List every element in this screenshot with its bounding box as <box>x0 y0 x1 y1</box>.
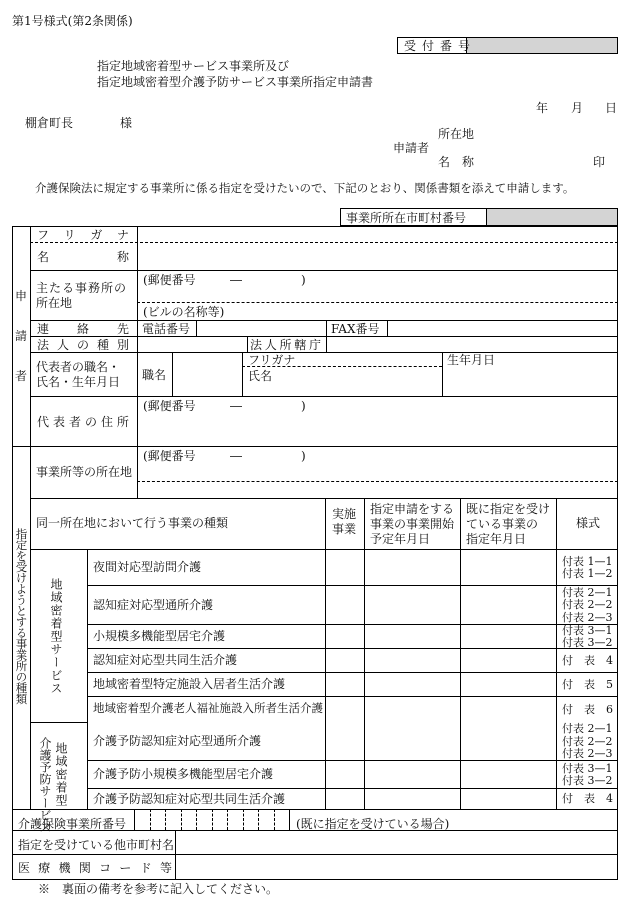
medical-code-label: 医 療 機 関 コ ー ド 等 <box>18 861 172 875</box>
service-form-ref: 付 表 4 <box>562 792 613 806</box>
service-form-ref: 付表 3—1 <box>562 623 613 637</box>
service-existing-date-field[interactable] <box>461 673 555 696</box>
service-form-ref: 付表 2—3 <box>562 747 613 761</box>
service-form-ref: 付表 2—1 <box>562 722 613 736</box>
footnote: ※ 裏面の備考を参考に記入してください。 <box>38 882 279 896</box>
service-impl-field[interactable] <box>326 550 363 585</box>
addressee-name: 棚倉町長 <box>25 116 74 130</box>
furigana-field[interactable] <box>138 227 617 242</box>
name-label: 名 称 <box>37 250 129 264</box>
service-start-date-field[interactable] <box>365 625 459 648</box>
medical-code-field[interactable] <box>176 855 617 879</box>
date-day: 日 <box>605 101 618 115</box>
applicant-name-label: 名 称 <box>438 155 475 169</box>
applicant-address-label: 所在地 <box>438 127 475 141</box>
service-form-ref: 付表 3—2 <box>562 636 613 649</box>
title-line-1: 指定地域密着型サービス事業所及び <box>97 59 290 73</box>
service-existing-date-field[interactable] <box>461 550 555 585</box>
service-form-ref: 付表 1—1 <box>562 554 613 568</box>
service-impl-field[interactable] <box>326 673 363 696</box>
col-existing-1: 既に指定を受け <box>466 502 551 516</box>
other-city-field[interactable] <box>176 831 617 853</box>
col-existing-3: 指定年月日 <box>466 532 527 546</box>
ins-number-digit[interactable] <box>228 810 242 829</box>
ins-number-digit[interactable] <box>135 810 149 829</box>
receipt-number-label: 受付番号 <box>404 39 477 53</box>
rep-name-label: 氏名 <box>248 369 273 383</box>
intro-text: 介護保険法に規定する事業所に係る指定を受けたいので、下記のとおり、関係書類を添えて申請します。 <box>35 181 575 195</box>
service-form-ref: 付表 3—1 <box>562 761 613 775</box>
service-form-ref: 付表 2—2 <box>562 734 613 748</box>
site-postal-close: ) <box>301 449 306 463</box>
section-designation-label: 指定を受けようとする事業所の種類 <box>14 528 29 704</box>
col-start-3: 予定年月日 <box>370 532 431 546</box>
col-service-type: 同一所在地において行う事業の種類 <box>36 516 229 530</box>
office-postal-open: (郵便番号 <box>143 273 196 287</box>
corp-office-label: 法 人 所 轄 庁 <box>250 338 321 352</box>
group-community-service: 地域密着型サービス <box>49 578 63 695</box>
service-form-ref: 付表 1—2 <box>562 567 613 580</box>
service-name: 小規模多機能型居宅介護 <box>93 629 226 643</box>
corp-office-field[interactable] <box>327 337 617 351</box>
other-city-label: 指定を受けている他市町村名 <box>18 838 175 852</box>
corp-type-field[interactable] <box>138 337 246 351</box>
col-existing-2: ている事業の <box>466 517 539 531</box>
service-start-date-field[interactable] <box>365 649 459 672</box>
date-month: 月 <box>571 101 584 115</box>
office-address-label: 事業所等の所在地 <box>36 465 133 479</box>
receipt-number-field[interactable] <box>467 38 617 53</box>
rep-dob-label: 生年月日 <box>447 353 496 367</box>
service-impl-field[interactable] <box>326 723 363 760</box>
service-name: 地域密着型特定施設入居者生活介護 <box>93 677 286 691</box>
service-impl-field[interactable] <box>326 789 363 809</box>
fax-label: FAX番号 <box>331 322 380 336</box>
col-start-1: 指定申請をする <box>370 502 455 516</box>
ins-number-digit[interactable] <box>213 810 227 829</box>
corp-type-label: 法 人 の 種 別 <box>37 338 129 352</box>
service-impl-field[interactable] <box>326 625 363 648</box>
service-start-date-field[interactable] <box>365 550 459 585</box>
service-form-ref: 付表 3—2 <box>562 774 613 787</box>
ins-number-digit[interactable] <box>259 810 273 829</box>
ins-number-digit[interactable] <box>182 810 196 829</box>
contact-label: 連 絡 先 <box>37 322 129 336</box>
service-start-date-field[interactable] <box>365 586 459 624</box>
service-start-date-field[interactable] <box>365 761 459 788</box>
site-postal-dash: ― <box>230 449 242 463</box>
service-existing-date-field[interactable] <box>461 761 555 788</box>
service-form-ref: 付表 2—2 <box>562 598 613 612</box>
service-start-date-field[interactable] <box>365 697 459 722</box>
ins-number-digit[interactable] <box>197 810 211 829</box>
rep-address-field[interactable] <box>138 414 617 444</box>
service-form-ref: 付 表 6 <box>562 702 613 716</box>
group-community-a: 地域密着型 <box>54 742 68 807</box>
date-year: 年 <box>536 101 549 115</box>
service-existing-date-field[interactable] <box>461 586 555 624</box>
service-name: 認知症対応型共同生活介護 <box>93 653 238 667</box>
municipality-number-label: 事業所所在市町村番号 <box>346 211 467 225</box>
ins-number-digit[interactable] <box>244 810 258 829</box>
furigana-label: フ リ ガ ナ <box>37 228 129 242</box>
main-office-label-1: 主たる事務所の <box>36 281 128 295</box>
service-name: 地域密着型介護老人福祉施設入所者生活介護 <box>93 701 323 715</box>
applicant-label: 申請者 <box>393 141 430 155</box>
service-start-date-field[interactable] <box>365 723 459 760</box>
service-name: 介護予防認知症対応型通所介護 <box>93 734 262 748</box>
service-existing-date-field[interactable] <box>461 649 555 672</box>
addressee-honorific: 様 <box>120 116 133 130</box>
site-postal-open: (郵便番号 <box>143 449 196 463</box>
office-postal-close: ) <box>301 273 306 287</box>
service-impl-field[interactable] <box>326 761 363 788</box>
service-impl-field[interactable] <box>326 586 363 624</box>
ins-number-label: 介護保険事業所番号 <box>18 817 127 831</box>
col-style: 様式 <box>576 516 601 530</box>
rep-label-2: 氏名・生年月日 <box>36 375 121 389</box>
service-form-ref: 付表 2—1 <box>562 585 613 599</box>
name-field[interactable] <box>138 243 617 269</box>
service-existing-date-field[interactable] <box>461 625 555 648</box>
col-impl-2: 事業 <box>332 522 357 536</box>
phone-label: 電話番号 <box>142 322 191 336</box>
service-start-date-field[interactable] <box>365 789 459 809</box>
rep-postal-close: ) <box>301 399 306 413</box>
service-name: 介護予防小規模多機能型居宅介護 <box>93 767 274 781</box>
col-start-2: 事業の事業開始 <box>370 517 455 531</box>
title-line-2: 指定地域密着型介護予防サービス事業所指定申請書 <box>97 75 374 89</box>
service-form-ref: 付 表 5 <box>562 677 613 691</box>
service-name: 介護予防認知症対応型共同生活介護 <box>93 791 286 806</box>
rep-furigana-label: フリガナ <box>248 353 296 367</box>
service-impl-field[interactable] <box>326 649 363 672</box>
rep-label-1: 代表者の職名・ <box>36 360 121 374</box>
service-name: 認知症対応型通所介護 <box>93 597 214 612</box>
seal-mark: 印 <box>593 155 606 169</box>
service-name: 夜間対応型訪問介護 <box>93 560 202 574</box>
service-start-date-field[interactable] <box>365 673 459 696</box>
office-postal-dash: ― <box>230 273 242 287</box>
service-form-ref: 付表 2—3 <box>562 610 613 624</box>
ins-note: (既に指定を受けている場合) <box>296 817 450 831</box>
ins-number-digit[interactable] <box>151 810 165 829</box>
rep-postal-open: (郵便番号 <box>143 399 196 413</box>
rep-address-label: 代 表 者 の 住 所 <box>37 415 129 429</box>
section-applicant-label: 申 請 者 <box>14 289 27 383</box>
col-impl-1: 実施 <box>332 507 357 521</box>
building-name-label: (ビルの名称等) <box>143 305 225 319</box>
ins-number-digit[interactable] <box>166 810 180 829</box>
rep-postal-dash: ― <box>230 399 242 413</box>
group-community-b: 介護予防サービス <box>38 737 52 833</box>
ins-number-digit[interactable] <box>275 810 289 829</box>
service-form-ref: 付 表 4 <box>562 653 613 667</box>
service-impl-field[interactable] <box>326 697 363 722</box>
main-office-label-2: 所在地 <box>36 296 73 310</box>
form-number: 第1号様式(第2条関係) <box>12 14 133 28</box>
service-existing-date-field[interactable] <box>461 697 555 722</box>
fax-field[interactable] <box>388 321 617 335</box>
phone-field[interactable] <box>197 321 325 335</box>
municipality-number-field[interactable] <box>487 209 617 225</box>
service-existing-date-field[interactable] <box>461 723 555 760</box>
service-existing-date-field[interactable] <box>461 789 555 809</box>
rep-title-label: 職名 <box>142 368 167 382</box>
rep-title-field[interactable] <box>173 353 241 395</box>
